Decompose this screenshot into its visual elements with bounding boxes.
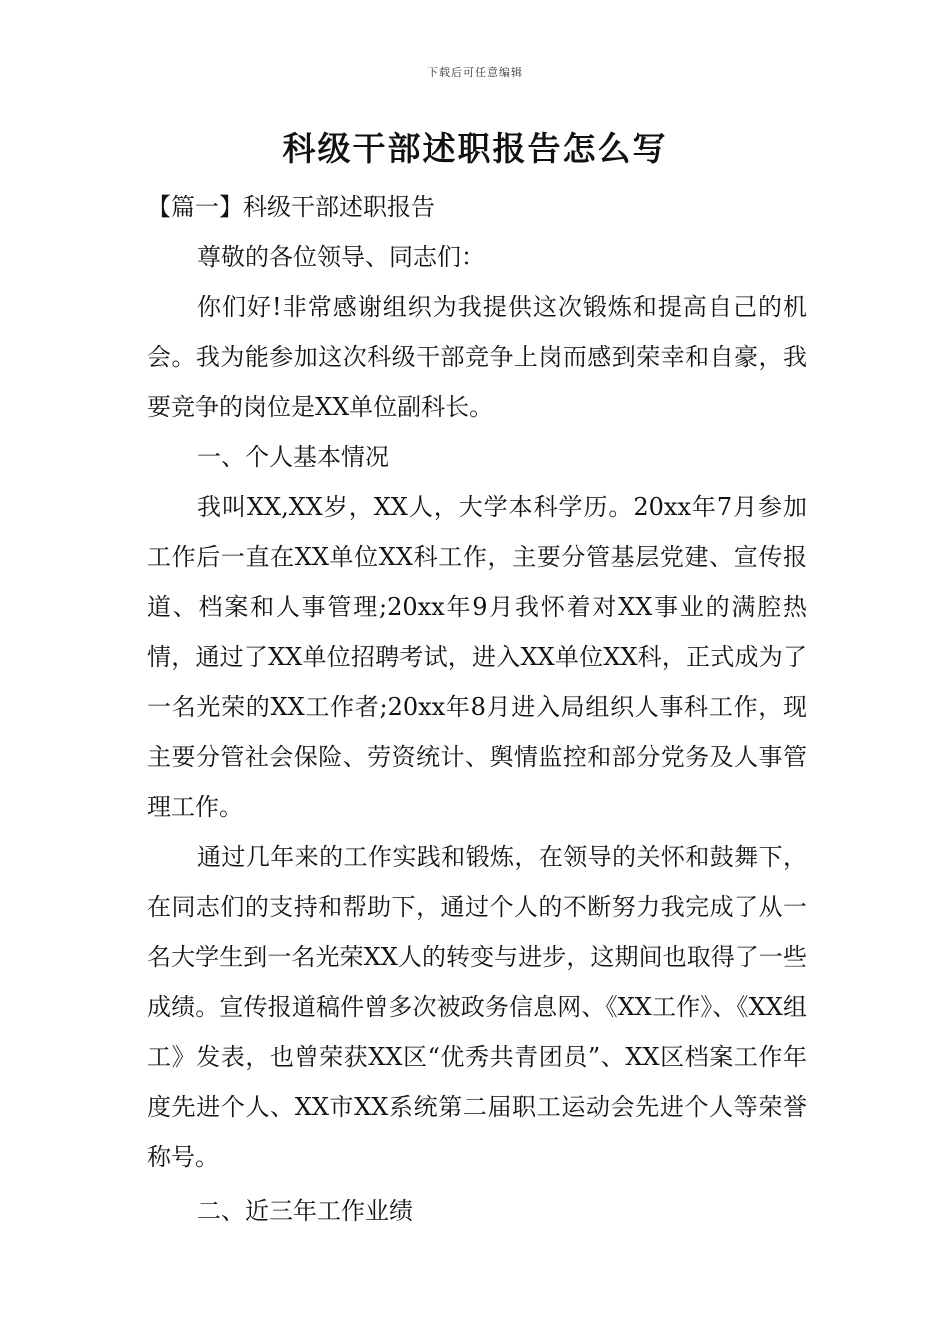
heading-personal-info: 一、个人基本情况 <box>197 443 389 471</box>
paragraph-personal-info: 我叫XX,XX岁，XX人，大学本科学历。20xx年7月参加工作后一直在XX单位XX科工作，主要分管基层党建、宣传报道、档案和人事管理;20xx年9月我怀着对XX事业的满腔热情，通过了XX单位招聘考试，进入XX单位XX科，正式成为了一名光荣的XX工作者;20xx年8月进入局组织人事科工作，现主要分管社会保险、劳资统计、舆情监控和部分党务及人事管理工作。 <box>147 493 807 821</box>
section-label: 【篇一】科级干部述职报告 <box>147 193 435 221</box>
document-body <box>147 182 807 1236</box>
paragraph-greeting: 尊敬的各位领导、同志们： <box>197 243 485 271</box>
paragraph-achievements: 通过几年来的工作实践和锻炼，在领导的关怀和鼓舞下，在同志们的支持和帮助下，通过个人的不断努力我完成了从一名大学生到一名光荣XX人的转变与进步，这期间也取得了一些成绩。宣传报道稿件曾多次被政务信息网、《XX工作》、《XX组工》发表，也曾荣获XX区“优秀共青团员”、XX区档案工作年度先进个人、XX市XX系统第二届职工运动会先进个人等荣誉称号。 <box>147 843 807 1171</box>
document-title: 科级干部述职报告怎么写 <box>282 129 668 168</box>
paragraph-intro: 你们好!非常感谢组织为我提供这次锻炼和提高自己的机会。我为能参加这次科级干部竞争上岗而感到荣幸和自豪，我要竞争的岗位是XX单位副科长。 <box>147 293 807 421</box>
header-note: 下载后可任意编辑 <box>427 66 523 79</box>
heading-work-performance: 二、近三年工作业绩 <box>197 1197 413 1225</box>
